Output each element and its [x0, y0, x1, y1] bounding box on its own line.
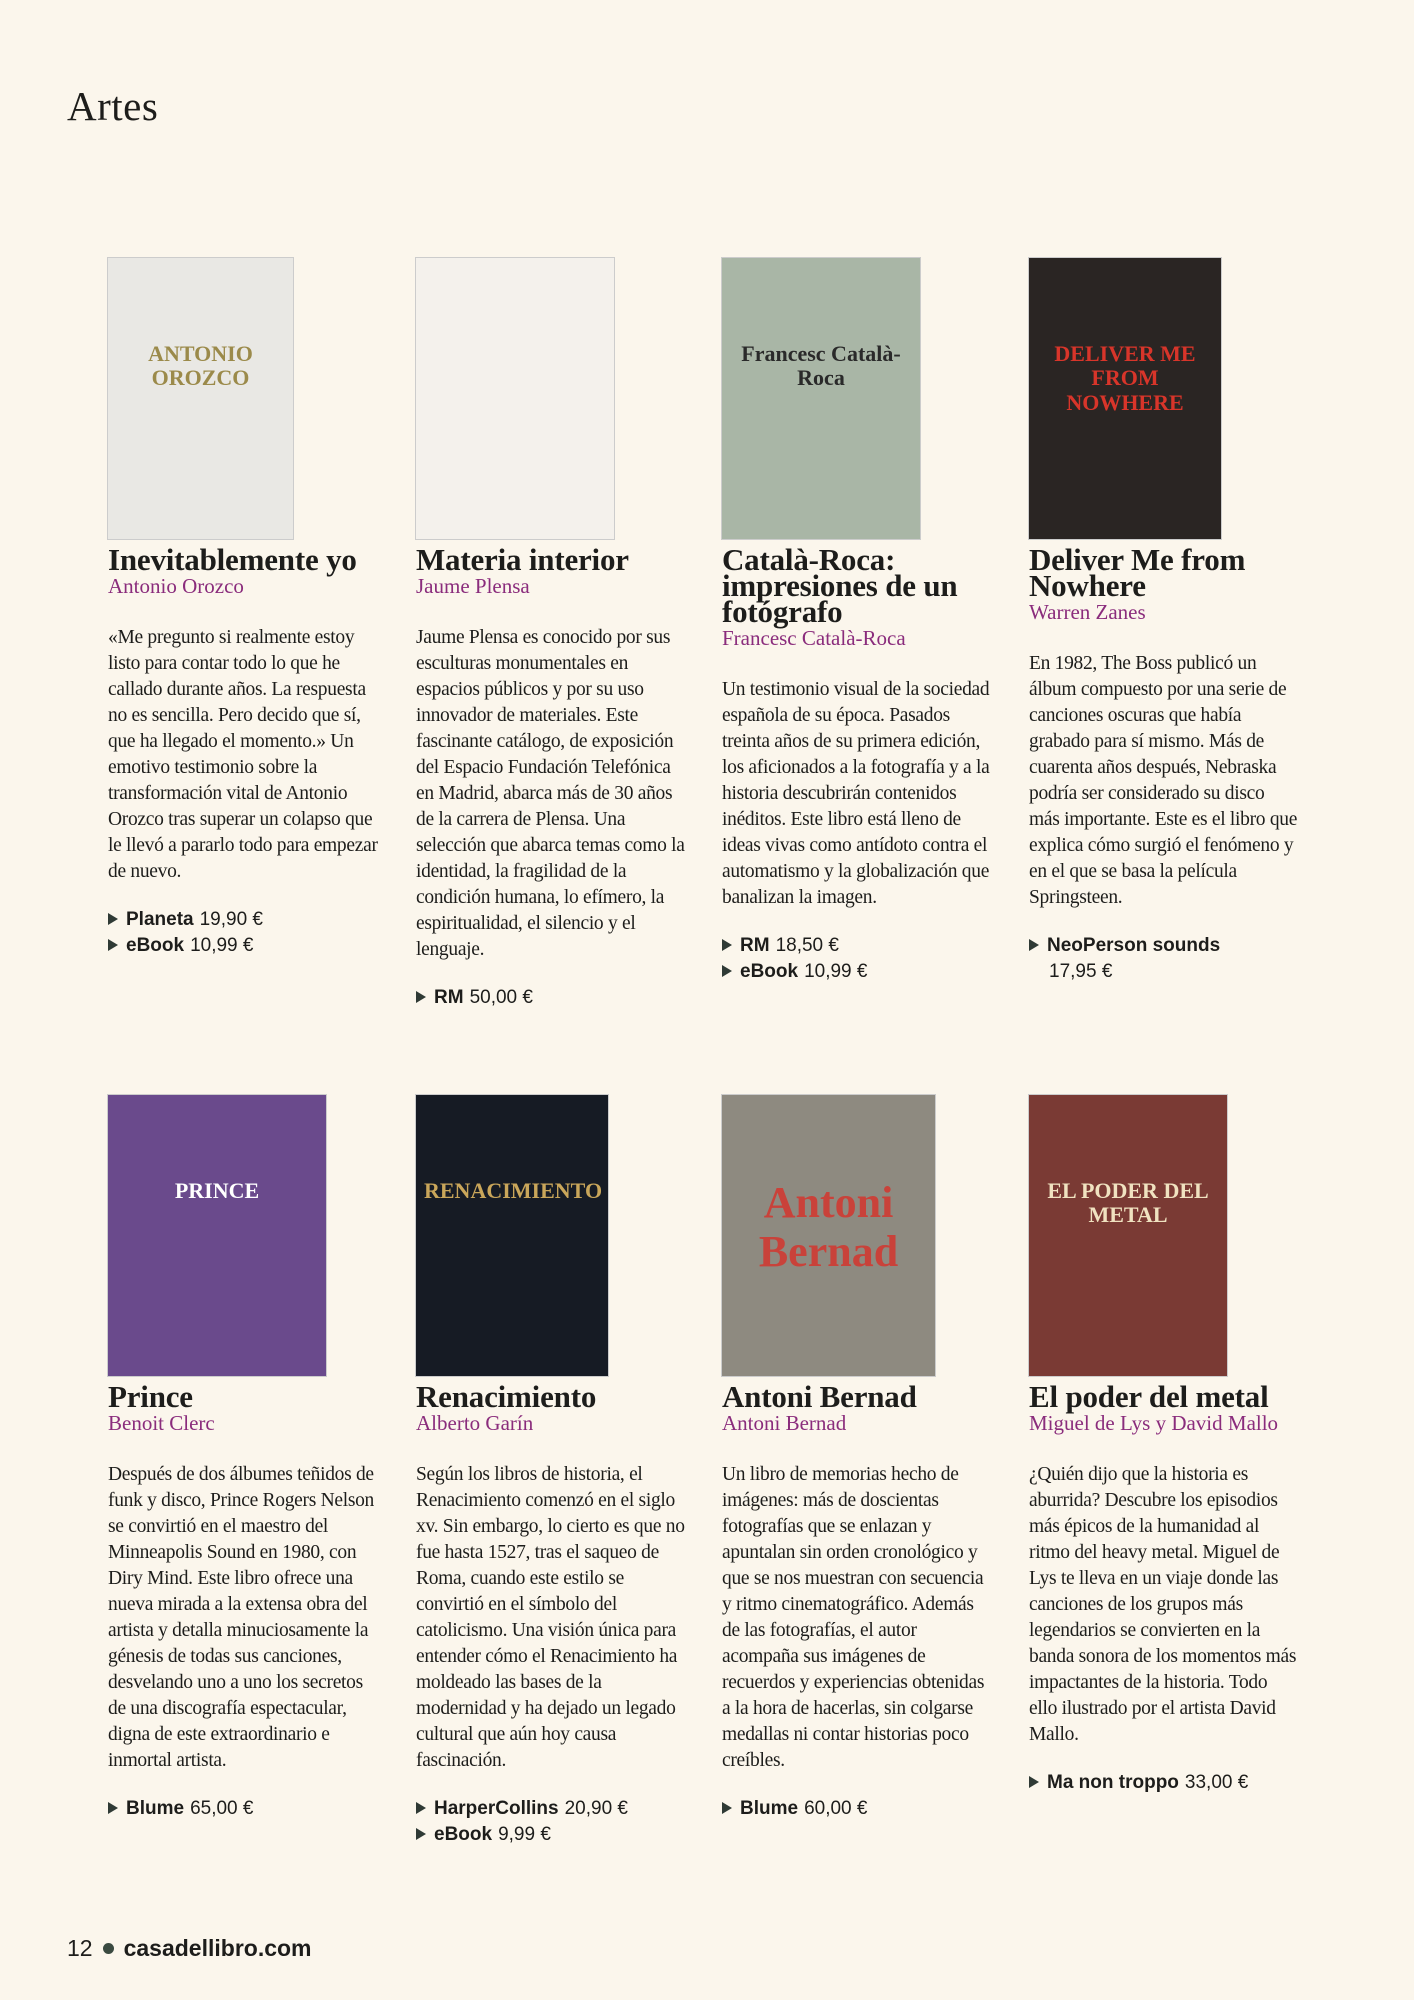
- price-value: 10,99 €: [804, 961, 868, 982]
- book-description: Un testimonio visual de la sociedad española de su época. Pasados treinta años de su primera edición, los aficionados a la fotografía y a la historia descubrirán contenidos inéditos. Este libro está lleno de ideas vivas como antídoto contra el automatismo y la globalización que banalizan la imagen.: [722, 679, 990, 908]
- cover-title: EL PODER DEL METAL: [1047, 1178, 1209, 1228]
- book-author: Miguel de Lys y David Mallo: [1029, 1411, 1279, 1435]
- triangle-bullet-icon: [416, 991, 426, 1003]
- price-value: 19,90 €: [199, 909, 263, 930]
- book-cover[interactable]: [722, 258, 920, 539]
- cover-title: PRINCE: [174, 1178, 260, 1204]
- book-title: Prince: [108, 1379, 193, 1414]
- price-list: [722, 1796, 992, 1822]
- book-title: Renacimiento: [416, 1379, 597, 1414]
- price-item[interactable]: [108, 933, 378, 959]
- book-cover[interactable]: [722, 1095, 935, 1376]
- book-card: [1029, 1095, 1299, 1796]
- publisher-label: NeoPerson sounds: [1047, 935, 1221, 956]
- book-title: Materia interior: [416, 542, 629, 577]
- triangle-bullet-icon: [416, 1802, 426, 1814]
- book-author: Antonio Orozco: [108, 574, 244, 598]
- book-card: [722, 258, 992, 985]
- price-item[interactable]: [1029, 1770, 1299, 1796]
- book-description: Según los libros de historia, el Renacimiento comenzó en el siglo xv. Sin embargo, lo cierto es que no fue hasta 1527, tras el saqueo de Roma, cuando este estilo se convirtió en el símbolo del catolicismo. Una visión única para entender cómo el Renacimiento ha moldeado las bases de la modernidad y ha dejado un legado cultural que aún hoy causa fascinación.: [416, 1464, 685, 1771]
- book-cover[interactable]: [1029, 258, 1221, 539]
- triangle-bullet-icon: [1029, 939, 1039, 951]
- book-cover[interactable]: [108, 1095, 326, 1376]
- price-item[interactable]: [722, 933, 992, 959]
- triangle-bullet-icon: [108, 913, 118, 925]
- cover-title: RENACIMIENTO: [424, 1178, 603, 1204]
- price-list: [1029, 933, 1299, 985]
- price-value: 9,99 €: [498, 1824, 551, 1845]
- price-list: [1029, 1770, 1299, 1796]
- book-title: El poder del metal: [1029, 1379, 1269, 1414]
- book-cover[interactable]: [108, 258, 293, 539]
- site-link[interactable]: casadellibro.com: [123, 1935, 312, 1961]
- triangle-bullet-icon: [722, 939, 732, 951]
- book-description: Un libro de memorias hecho de imágenes: más de doscientas fotografías que se enlazan y apuntalan sin orden cronológico y que se nos muestran con secuencia y ritmo cinematográfico. Además de las fotografías, el autor acompaña sus imágenes de recuerdos y experiencias obtenidas a la hora de hacerlas, sin colgarse medallas ni contar historias poco creíbles.: [722, 1464, 985, 1771]
- price-value: 20,90 €: [564, 1798, 628, 1819]
- book-card: [108, 1095, 378, 1822]
- price-list: [416, 985, 686, 1011]
- book-description: ¿Quién dijo que la historia es aburrida? Descubre los episodios más épicos de la humanidad al ritmo del heavy metal. Miguel de Lys te lleva en un viaje donde las canciones de los grupos más legendarios se convierten en la banda sonora de los momentos más impactantes de la historia. Todo ello ilustrado por el artista David Mallo.: [1029, 1464, 1297, 1745]
- book-card: [722, 1095, 992, 1822]
- triangle-bullet-icon: [108, 1802, 118, 1814]
- price-value: 10,99 €: [190, 935, 254, 956]
- book-author: Alberto Garín: [416, 1411, 534, 1435]
- book-cover[interactable]: [416, 1095, 608, 1376]
- page-number: 12: [67, 1935, 93, 1961]
- triangle-bullet-icon: [108, 939, 118, 951]
- book-author: Warren Zanes: [1029, 600, 1146, 624]
- price-list: [108, 1796, 378, 1822]
- publisher-label: eBook: [740, 961, 799, 982]
- book-description: «Me pregunto si realmente estoy listo para contar todo lo que he callado durante años. La respuesta no es sencilla. Pero decido que sí, que ha llegado el momento.» Un emotivo testimonio sobre la transformación vital de Antonio Orozco tras superar un colapso que le llevó a pararlo todo para empezar de nuevo.: [108, 627, 378, 882]
- price-item[interactable]: [108, 1796, 378, 1822]
- footer: [67, 1935, 312, 1962]
- book-card: [1029, 258, 1299, 985]
- triangle-bullet-icon: [722, 1802, 732, 1814]
- publisher-label: RM: [434, 987, 464, 1008]
- price-value: 18,50 €: [775, 935, 839, 956]
- price-item[interactable]: [722, 959, 992, 985]
- price-value: 17,95 €: [1049, 961, 1113, 982]
- price-item[interactable]: [108, 907, 378, 933]
- publisher-label: Ma non troppo: [1047, 1772, 1179, 1793]
- publisher-label: eBook: [126, 935, 185, 956]
- price-value: 60,00 €: [804, 1798, 868, 1819]
- book-title: Antoni Bernad: [722, 1379, 917, 1414]
- triangle-bullet-icon: [722, 965, 732, 977]
- price-value: 33,00 €: [1184, 1772, 1249, 1793]
- cover-title: ANTONIO OROZCO: [148, 341, 253, 391]
- book-author: Antoni Bernad: [722, 1411, 847, 1435]
- price-item[interactable]: [1029, 933, 1299, 985]
- publisher-label: Planeta: [126, 909, 194, 930]
- price-value: 65,00 €: [190, 1798, 254, 1819]
- price-item[interactable]: [722, 1796, 992, 1822]
- section-title: Artes: [67, 83, 159, 129]
- publisher-label: eBook: [434, 1824, 493, 1845]
- publisher-label: HarperCollins: [434, 1798, 559, 1819]
- price-list: [108, 907, 378, 959]
- price-value: 50,00 €: [469, 987, 533, 1008]
- price-item[interactable]: [416, 1822, 686, 1848]
- book-title: Inevitablemente yo: [108, 542, 357, 577]
- price-item[interactable]: [416, 985, 686, 1011]
- book-card: [416, 1095, 686, 1848]
- book-description: Después de dos álbumes teñidos de funk y disco, Prince Rogers Nelson se convirtió en el maestro del Minneapolis Sound en 1980, con Diry Mind. Este libro ofrece una nueva mirada a la extensa obra del artista y detalla minuciosamente la génesis de todas sus canciones, desvelando uno a uno los secretos de una discografía espectacular, digna de este extraordinario e inmortal artista.: [108, 1464, 375, 1771]
- publisher-label: Blume: [126, 1798, 185, 1819]
- book-author: Francesc Català-Roca: [722, 626, 906, 650]
- book-title: Deliver Me from Nowhere: [1029, 542, 1246, 603]
- triangle-bullet-icon: [416, 1828, 426, 1840]
- bullet-dot-icon: [103, 1943, 114, 1954]
- publisher-label: RM: [740, 935, 770, 956]
- book-description: Jaume Plensa es conocido por sus esculturas monumentales en espacios públicos y por su uso innovador de materiales. Este fascinante catálogo, de exposición del Espacio Fundación Telefónica en Madrid, abarca más de 30 años de la carrera de Plensa. Una selección que abarca temas como la identidad, la fragilidad de la condición humana, lo efímero, la espiritualidad, el silencio y el lenguaje.: [416, 627, 685, 960]
- book-card: [416, 258, 686, 1011]
- publisher-label: Blume: [740, 1798, 799, 1819]
- book-cover[interactable]: [416, 258, 614, 539]
- book-card: [108, 258, 378, 959]
- book-author: Jaume Plensa: [416, 574, 530, 598]
- triangle-bullet-icon: [1029, 1776, 1039, 1788]
- book-description: En 1982, The Boss publicó un álbum compuesto por una serie de canciones oscuras que había grabado para sí mismo. Más de cuarenta años después, Nebraska podría ser considerado su disco más importante. Este es el libro que explica cómo surgió el fenómeno y en el que se basa la película Springsteen.: [1029, 653, 1298, 908]
- price-item[interactable]: [416, 1796, 686, 1822]
- book-cover[interactable]: [1029, 1095, 1227, 1376]
- cover-title: Antoni Bernad: [758, 1178, 899, 1276]
- price-list: [722, 933, 992, 985]
- book-author: Benoit Clerc: [108, 1411, 215, 1435]
- cover-title: DELIVER ME FROM NOWHERE: [1054, 341, 1196, 415]
- price-list: [416, 1796, 686, 1848]
- cover-title: Francesc Català-Roca: [741, 341, 901, 391]
- book-title: Català-Roca: impresiones de un fotógrafo: [722, 542, 958, 629]
